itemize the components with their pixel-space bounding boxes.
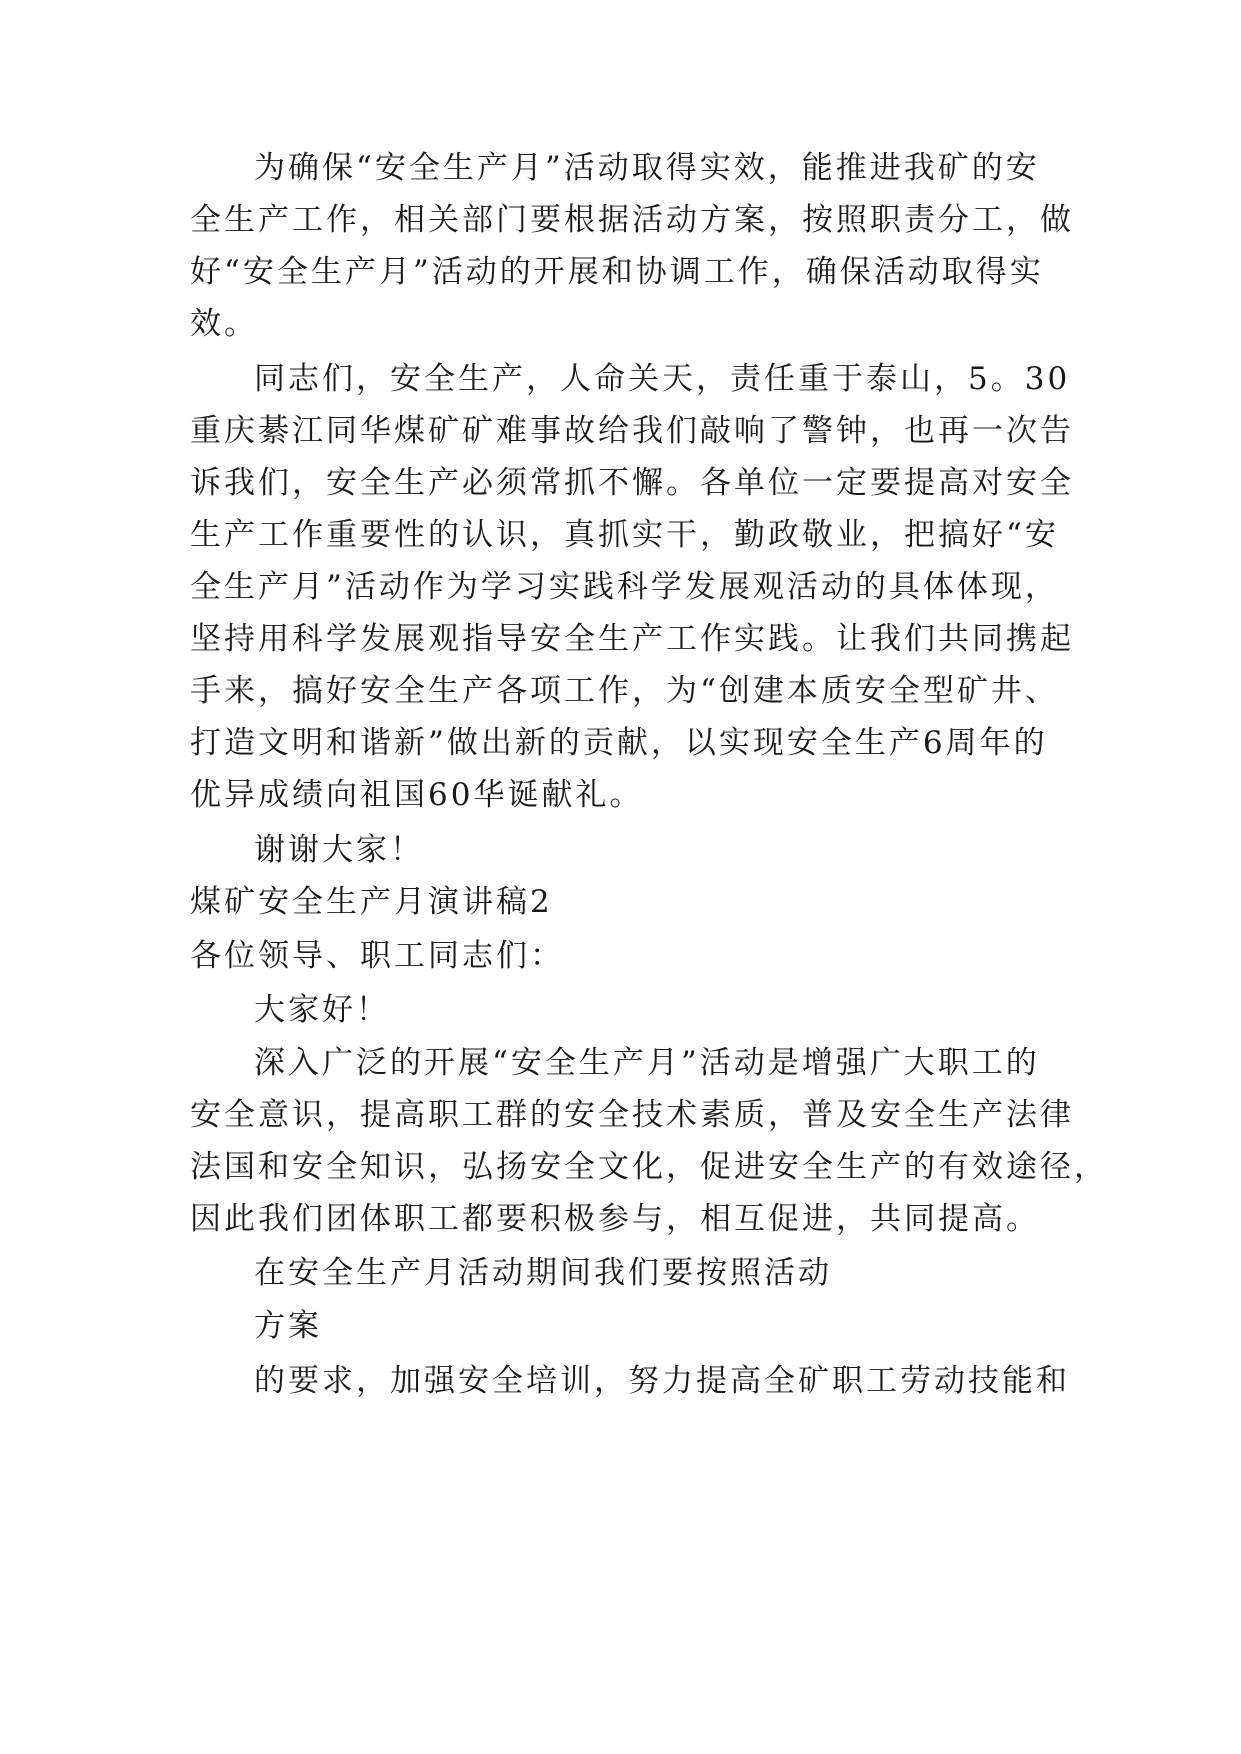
paragraph-1-line-4: 效。: [190, 306, 258, 342]
salutation: 各位领导、职工同志们：: [190, 938, 564, 974]
paragraph-5-line-1: 方案: [254, 1308, 322, 1344]
paragraph-3-line-2: 安全意识，提高职工群的安全技术素质，普及安全生产法律: [190, 1097, 1074, 1133]
paragraph-4-line-1: 在安全生产月活动期间我们要按照活动: [254, 1255, 832, 1291]
paragraph-2-line-7: 手来，搞好安全生产各项工作，为“创建本质安全型矿井、: [190, 673, 1059, 709]
paragraph-2-line-6: 坚持用科学发展观指导安全生产工作实践。让我们共同携起: [190, 621, 1074, 657]
paragraph-6-line-1: 的要求，加强安全培训，努力提高全矿职工劳动技能和: [254, 1363, 1070, 1399]
paragraph-3-line-3: 法国和安全知识，弘扬安全文化，促进安全生产的有效途径，: [190, 1149, 1108, 1185]
paragraph-1-line-2: 全生产工作，相关部门要根据活动方案，按照职责分工，做: [190, 202, 1074, 238]
closing-thanks: 谢谢大家！: [254, 832, 424, 868]
paragraph-3-line-1: 深入广泛的开展“安全生产月”活动是增强广大职工的: [254, 1045, 1040, 1081]
paragraph-3-line-4: 因此我们团体职工都要积极参与，相互促进，共同提高。: [190, 1201, 1040, 1237]
paragraph-2-line-2: 重庆綦江同华煤矿矿难事故给我们敲响了警钟，也再一次告: [190, 413, 1074, 449]
paragraph-1-line-1: 为确保“安全生产月”活动取得实效，能推进我矿的安: [254, 150, 1040, 186]
paragraph-2-line-1: 同志们，安全生产，人命关天，责任重于泰山，5。30: [254, 361, 1071, 397]
paragraph-2-line-9: 优异成绩向祖国60华诞献礼。: [190, 777, 644, 813]
paragraph-2-line-8: 打造文明和谐新”做出新的贡献，以实现安全生产6周年的: [190, 725, 1048, 761]
speech-title: 煤矿安全生产月演讲稿2: [190, 884, 553, 920]
paragraph-2-line-4: 生产工作重要性的认识，真抓实干，勤政敬业，把搞好“安: [190, 517, 1059, 553]
greeting: 大家好！: [254, 992, 390, 1028]
paragraph-2-line-3: 诉我们，安全生产必须常抓不懈。各单位一定要提高对安全: [190, 465, 1074, 501]
paragraph-2-line-5: 全生产月”活动作为学习实践科学发展观活动的具体体现，: [190, 569, 1059, 605]
paragraph-1-line-3: 好“安全生产月”活动的开展和协调工作，确保活动取得实: [190, 254, 1044, 290]
